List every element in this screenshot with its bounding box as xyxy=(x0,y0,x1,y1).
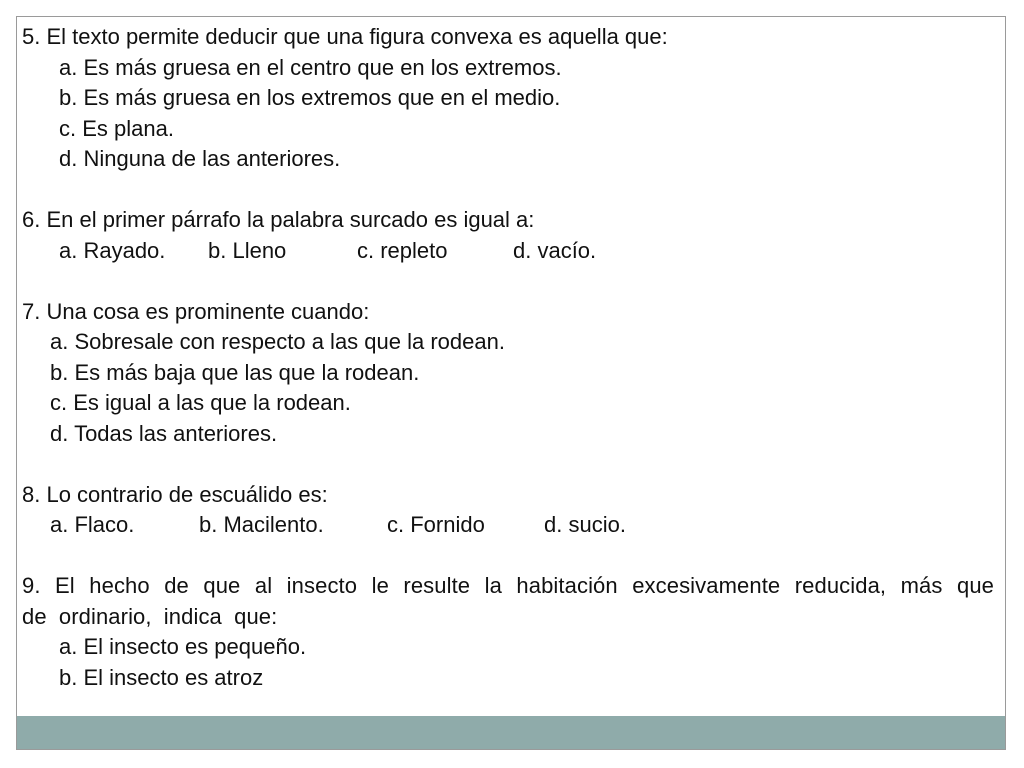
option-a: a. Sobresale con respecto a las que la rodean. xyxy=(50,329,505,354)
question-text: 5. El texto permite deducir que una figura convexa es aquella que: xyxy=(22,24,668,49)
footer-band xyxy=(17,716,1005,749)
option-a: a. Es más gruesa en el centro que en los extremos. xyxy=(59,54,562,80)
question-6 xyxy=(22,205,994,266)
options-row xyxy=(22,510,994,541)
question-7 xyxy=(22,297,994,450)
options-row xyxy=(22,236,994,267)
option-a: a. Rayado. xyxy=(59,237,166,263)
option-a: a. El insecto es pequeño. xyxy=(59,634,307,659)
option-d: d. Ninguna de las anteriores. xyxy=(59,146,341,171)
option-b: b. El insecto es atroz xyxy=(59,664,264,690)
option-c: c. Es igual a las que la rodean. xyxy=(50,390,351,415)
question-text: 7. Una cosa es prominente cuando: xyxy=(22,298,370,324)
option-d: d. sucio. xyxy=(544,512,626,537)
option-a: a. Flaco. xyxy=(50,512,135,537)
option-d: d. Todas las anteriores. xyxy=(50,420,278,446)
question-8 xyxy=(22,480,994,541)
option-c: c. Fornido xyxy=(387,512,485,537)
question-5 xyxy=(22,22,994,175)
option-b: b. Macilento. xyxy=(199,512,324,537)
option-b: b. Lleno xyxy=(208,237,287,263)
option-d: d. vacío. xyxy=(513,237,597,263)
question-text: 8. Lo contrario de escuálido es: xyxy=(22,481,328,507)
question-list xyxy=(22,22,994,693)
option-b: b. Es más gruesa en los extremos que en el medio. xyxy=(59,85,561,110)
question-9 xyxy=(22,571,994,693)
option-b: b. Es más baja que las que la rodean. xyxy=(50,359,420,385)
option-c: c. Es plana. xyxy=(59,115,174,141)
question-text: 9. El hecho de que al insecto le resulte la habitación excesivamente reducida, más que de ordinario, indica que: xyxy=(22,573,994,629)
option-c: c. repleto xyxy=(357,237,448,263)
question-text: 6. En el primer párrafo la palabra surcado es igual a: xyxy=(22,207,535,232)
